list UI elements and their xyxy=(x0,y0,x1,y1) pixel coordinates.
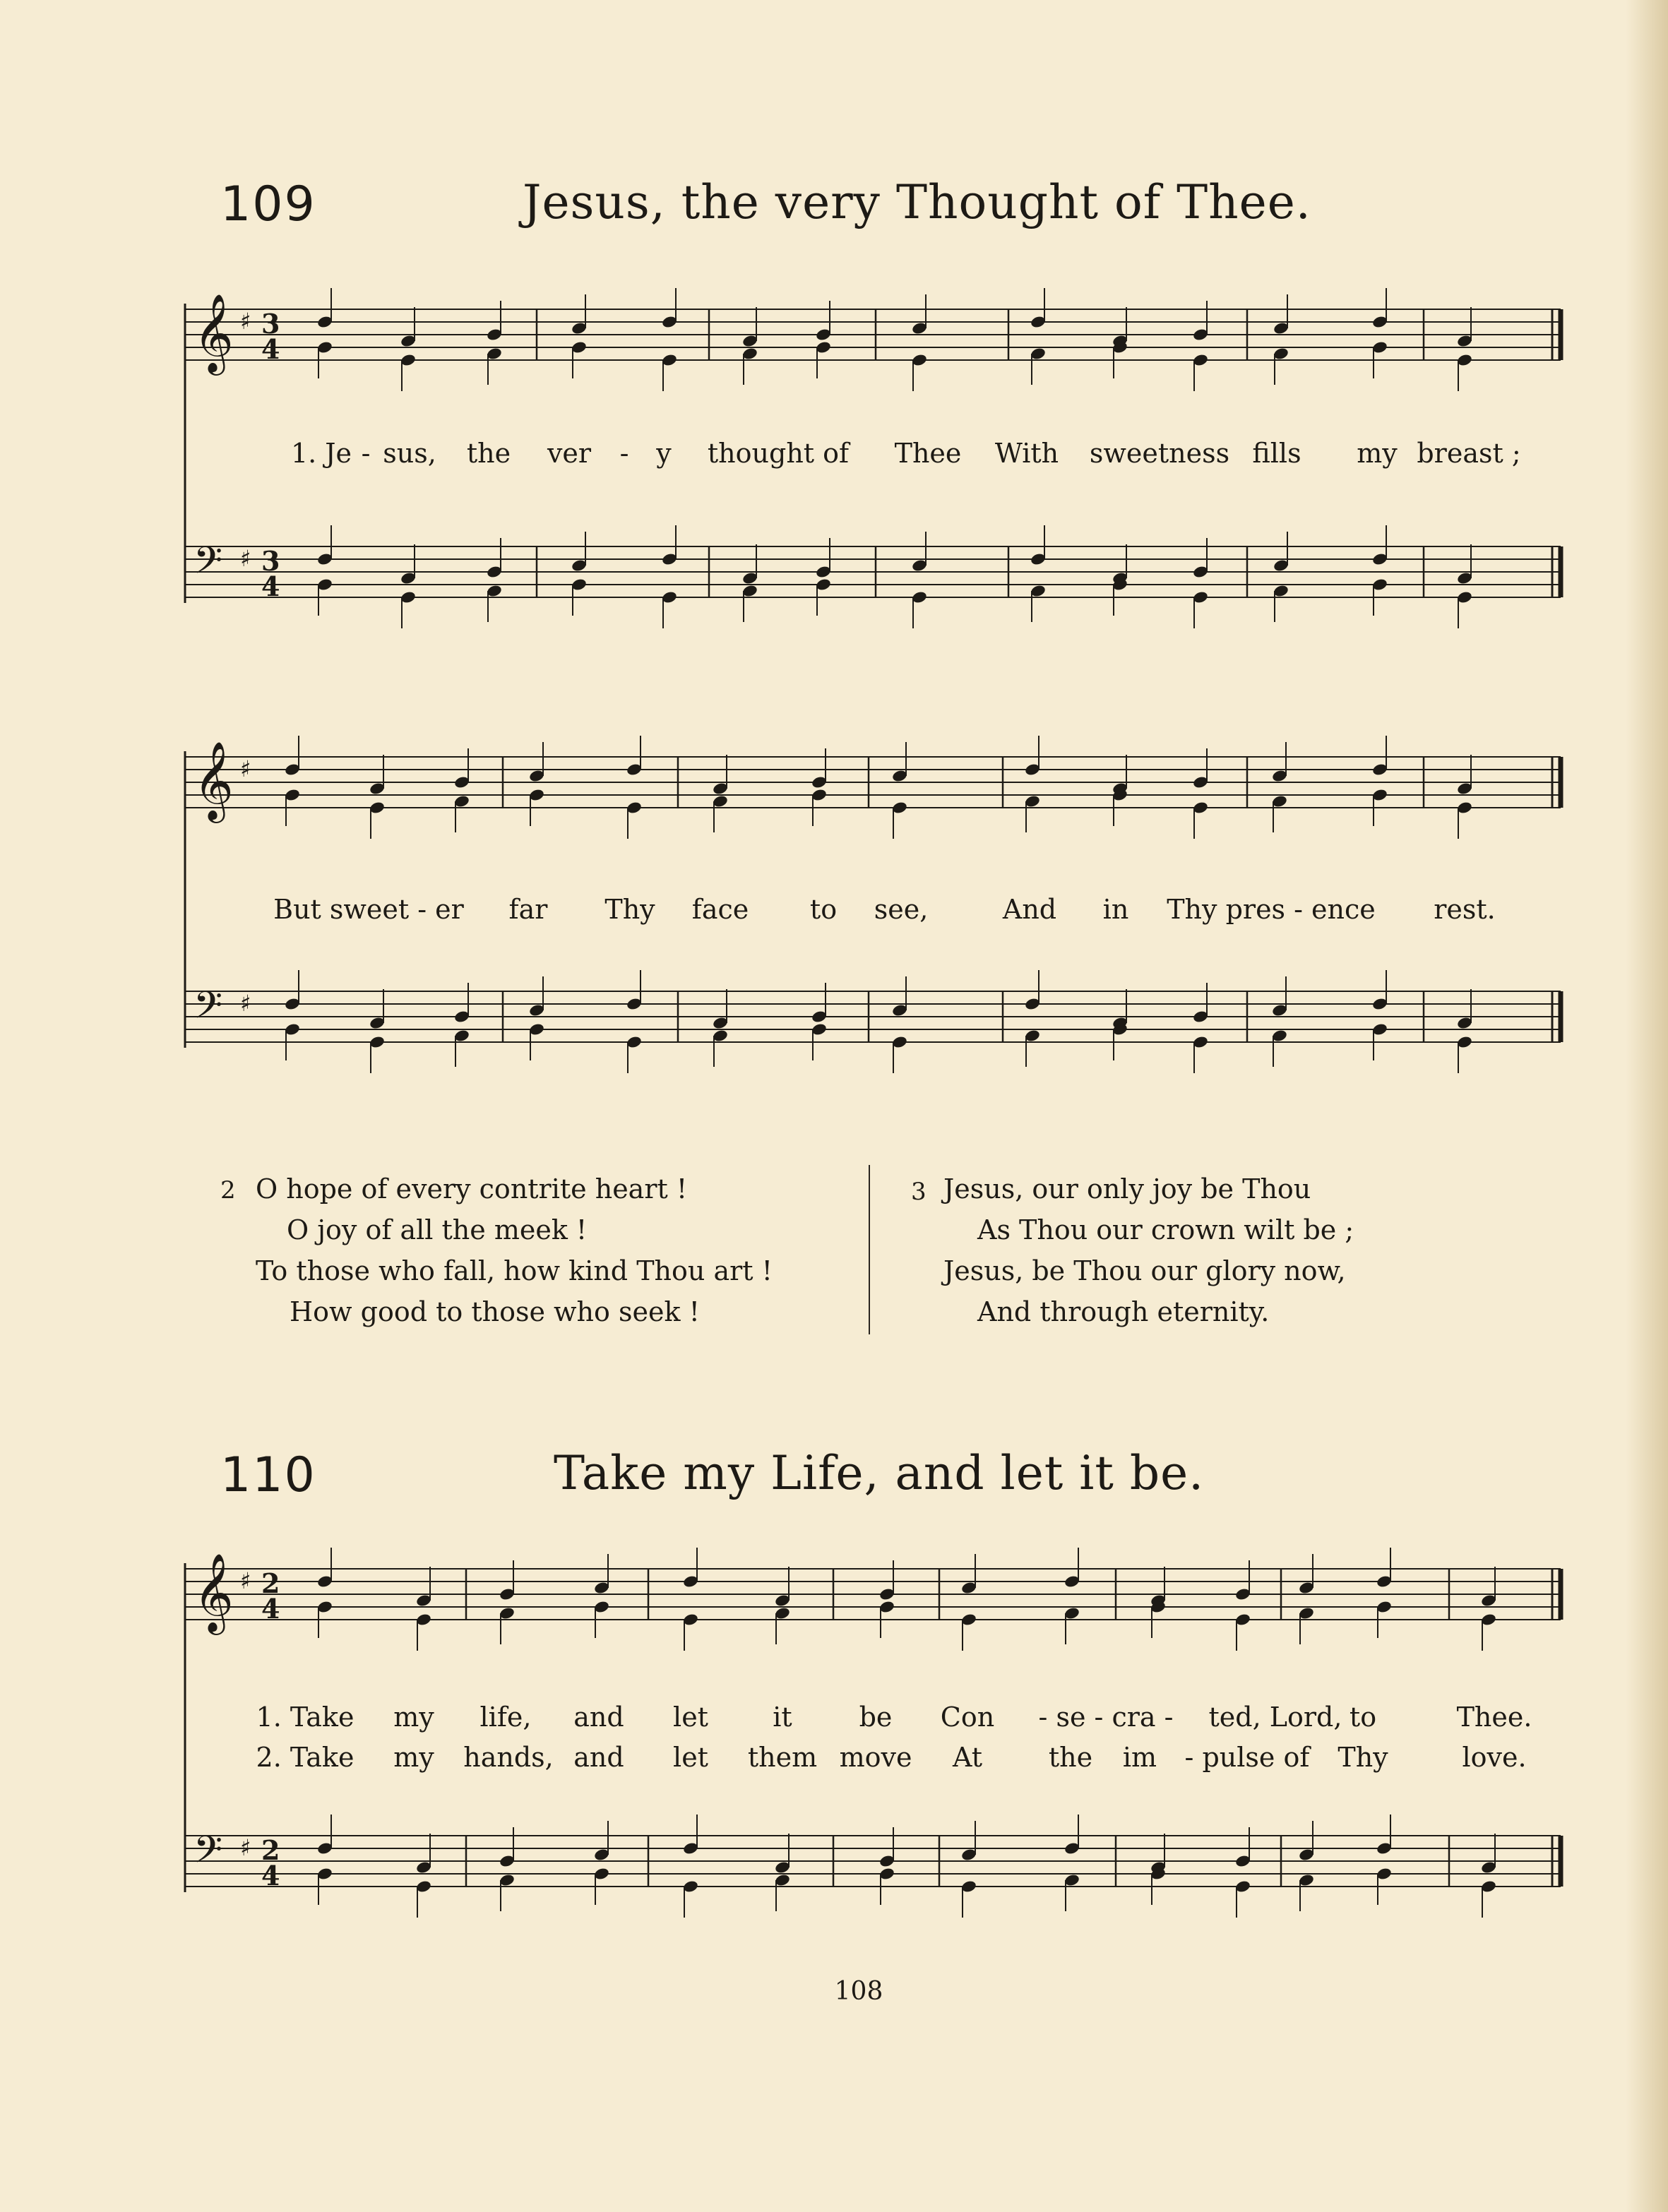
system2-treble-clef: 𝄞 xyxy=(193,741,234,820)
verse-line: Jesus, be Thou our glory now, xyxy=(943,1255,1346,1286)
system2-key-signature-sharp: ♯ xyxy=(240,755,251,782)
lyric-syllable: rest. xyxy=(1434,894,1496,925)
verse-line: To those who fall, how kind Thou art ! xyxy=(256,1255,773,1286)
lyric-syllable: Thee xyxy=(894,438,962,469)
lyric-syllable: and xyxy=(573,1742,624,1773)
lyric-syllable: my xyxy=(393,1702,434,1733)
lyric-syllable: my xyxy=(393,1742,434,1773)
lyric-syllable: Thy pres - ence xyxy=(1167,894,1376,925)
lyric-syllable: sus, xyxy=(383,438,436,469)
lyric-syllable: and xyxy=(573,1702,624,1733)
hymn-109-title: Jesus, the very Thought of Thee. xyxy=(523,175,1311,229)
system1-bass-key-signature-sharp: ♯ xyxy=(240,545,251,572)
lyric-syllable: At xyxy=(952,1742,983,1773)
system1-bass-time-signature-top: 3 xyxy=(261,545,280,577)
lyric-syllable: Thy xyxy=(604,894,655,925)
verse-number: 3 xyxy=(911,1178,927,1206)
lyric-syllable: to xyxy=(809,894,838,925)
system1-bass-time-signature-bottom: 4 xyxy=(261,570,280,602)
system3-bass-bass-clef: 𝄢 xyxy=(193,1829,223,1881)
lyric-syllable: With xyxy=(994,438,1059,469)
lyric-syllable: the xyxy=(1048,1742,1093,1773)
lyric-syllable: love. xyxy=(1462,1742,1527,1773)
lyric-syllable: face xyxy=(691,894,749,925)
lyric-syllable: 1. Take xyxy=(256,1702,355,1733)
system1-treble-key-signature-sharp: ♯ xyxy=(240,308,251,335)
lyric-syllable: - xyxy=(361,438,371,469)
verse-line: O hope of every contrite heart ! xyxy=(256,1173,688,1204)
system1-treble-time-signature-top: 3 xyxy=(261,308,280,340)
system3-bass-time-signature-bottom: 4 xyxy=(261,1860,280,1891)
system3-treble-key-signature-sharp: ♯ xyxy=(240,1567,251,1594)
lyric-syllable: Con xyxy=(940,1702,995,1733)
page-number: 108 xyxy=(834,1977,883,2006)
lyric-syllable: let xyxy=(673,1702,708,1733)
lyric-syllable: life, xyxy=(479,1702,532,1733)
lyric-syllable: 1. Je xyxy=(290,438,352,469)
verse-line: How good to those who seek ! xyxy=(290,1296,700,1327)
lyric-syllable: But sweet - er xyxy=(273,894,464,925)
lyric-syllable: And xyxy=(1002,894,1057,925)
verse-line: Jesus, our only joy be Thou xyxy=(943,1173,1311,1204)
lyric-syllable: - se - cra - xyxy=(1038,1702,1174,1733)
system3-treble-time-signature-bottom: 4 xyxy=(261,1593,280,1625)
lyric-syllable: it xyxy=(773,1702,792,1733)
hymn-110-title: Take my Life, and let it be. xyxy=(554,1446,1205,1500)
lyric-syllable: see, xyxy=(874,894,929,925)
system2-bass-clef: 𝄢 xyxy=(193,984,223,1036)
verse-line: As Thou our crown wilt be ; xyxy=(977,1214,1354,1245)
lyric-syllable: fills xyxy=(1252,438,1301,469)
lyric-syllable: - pulse of xyxy=(1184,1742,1310,1773)
lyric-syllable: ted, Lord, xyxy=(1208,1702,1342,1733)
system1-treble-treble-clef: 𝄞 xyxy=(193,293,234,372)
lyric-syllable: be xyxy=(859,1702,893,1733)
lyric-syllable: 2. Take xyxy=(256,1742,355,1773)
system3-bass-time-signature-top: 2 xyxy=(261,1834,280,1866)
verse-divider xyxy=(869,1165,870,1334)
lyric-syllable: im xyxy=(1122,1742,1157,1773)
system3-treble-time-signature-top: 2 xyxy=(261,1567,280,1599)
lyric-syllable: y xyxy=(656,438,672,469)
lyric-syllable: sweetness xyxy=(1089,438,1230,469)
lyric-syllable: them xyxy=(747,1742,818,1773)
lyric-syllable: Thy xyxy=(1338,1742,1388,1773)
lyric-syllable: ver xyxy=(547,438,592,469)
lyric-syllable: thought of xyxy=(707,438,850,469)
system3-bass-key-signature-sharp: ♯ xyxy=(240,1834,251,1861)
lyric-syllable: the xyxy=(466,438,511,469)
lyric-syllable: Thee. xyxy=(1456,1702,1532,1733)
lyric-syllable: breast ; xyxy=(1417,438,1521,469)
lyric-syllable: far xyxy=(508,894,548,925)
lyric-syllable: hands, xyxy=(463,1742,554,1773)
system3-treble-treble-clef: 𝄞 xyxy=(193,1553,234,1632)
lyric-syllable: to xyxy=(1349,1702,1377,1733)
verse-number: 2 xyxy=(220,1176,236,1204)
system1-bass-bass-clef: 𝄢 xyxy=(193,539,223,592)
verse-line: O joy of all the meek ! xyxy=(287,1214,588,1245)
lyric-syllable: my xyxy=(1357,438,1398,469)
hymn-110-number: 110 xyxy=(220,1447,316,1503)
system1-treble-time-signature-bottom: 4 xyxy=(261,333,280,365)
lyric-syllable: in xyxy=(1102,894,1129,925)
system2-key-signature-sharp: ♯ xyxy=(240,990,251,1017)
lyric-syllable: let xyxy=(673,1742,708,1773)
hymn-109-number: 109 xyxy=(220,177,316,232)
lyric-syllable: move xyxy=(839,1742,912,1773)
lyric-syllable: - xyxy=(619,438,629,469)
verse-line: And through eternity. xyxy=(977,1296,1270,1327)
